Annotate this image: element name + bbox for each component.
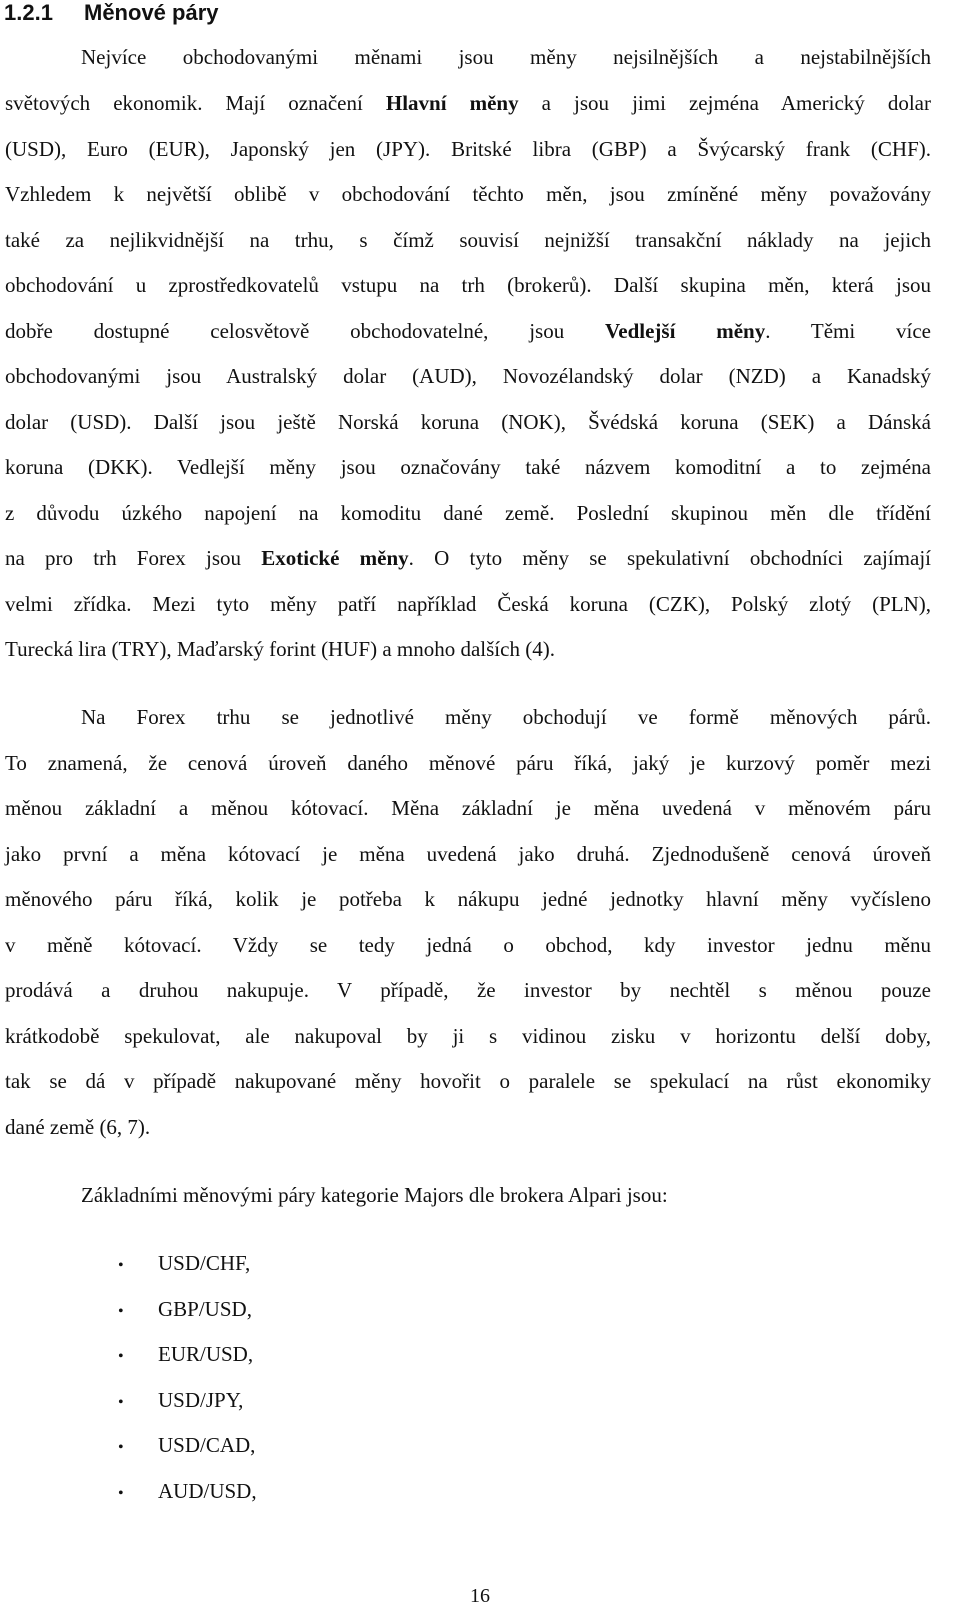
paragraph-line: velmi zřídka. Mezi tyto měny patří například Česká koruna (CZK), Polský zlotý (PLN), (5, 592, 931, 616)
section-heading (4, 0, 219, 26)
term-minor-currencies: Vedlejší měny (605, 319, 766, 343)
paragraph-line: Na Forex trhu se jednotlivé měny obchodují ve formě měnových párů. (81, 705, 931, 729)
paragraph-line: dobře dostupné celosvětově obchodovatelné, jsou Vedlejší měny. Těmi více (5, 319, 931, 343)
paragraph-line: Vzhledem k největší oblibě v obchodování těchto měn, jsou zmíněné měny považovány (5, 182, 931, 206)
paragraph-line: obchodovanými jsou Australský dolar (AUD), Novozélandský dolar (NZD) a Kanadský (5, 364, 931, 388)
list-item: • USD/CHF, (118, 1250, 518, 1279)
paragraph-line: Turecká lira (TRY), Maďarský forint (HUF) a mnoho dalších (4). (5, 637, 555, 661)
paragraph-line: prodává a druhou nakupuje. V případě, že investor by nechtěl s měnou pouze (5, 978, 931, 1002)
paragraph-line: dané země (6, 7). (5, 1115, 151, 1139)
list-item: • USD/CAD, (118, 1432, 518, 1461)
list-item: • USD/JPY, (118, 1387, 518, 1416)
section-number: 1.2.1 (4, 0, 53, 25)
paragraph-line: Základními měnovými páry kategorie Majors dle brokera Alpari jsou: (81, 1183, 668, 1207)
bullet-icon: • (118, 1485, 124, 1502)
bullet-icon: • (118, 1257, 124, 1274)
bullet-icon: • (118, 1348, 124, 1365)
list-item: • EUR/USD, (118, 1341, 518, 1370)
paragraph-line: (USD), Euro (EUR), Japonský jen (JPY). Britské libra (GBP) a Švýcarský frank (CHF). (5, 137, 931, 161)
page-number: 16 (470, 1585, 490, 1607)
paragraph-line: koruna (DKK). Vedlejší měny jsou označovány také názvem komoditní a to zejména (5, 455, 931, 479)
paragraph-line: tak se dá v případě nakupované měny hovořit o paralele se spekulací na růst ekonomiky (5, 1069, 931, 1093)
paragraph-line: na pro trh Forex jsou Exotické měny. O tyto měny se spekulativní obchodníci zajímají (5, 546, 931, 570)
bullet-icon: • (118, 1394, 124, 1411)
list-item: • AUD/USD, (118, 1478, 518, 1507)
bullet-icon: • (118, 1303, 124, 1320)
paragraph-line: také za nejlikvidnější na trhu, s čímž souvisí nejnižší transakční náklady na jejich (5, 228, 931, 252)
bullet-icon: • (118, 1439, 124, 1456)
paragraph-line: krátkodobě spekulovat, ale nakupoval by ji s vidinou zisku v horizontu delší doby, (5, 1024, 931, 1048)
paragraph-line: měnového páru říká, kolik je potřeba k nákupu jedné jednotky hlavní měny vyčísleno (5, 887, 931, 911)
term-major-currencies: Hlavní měny (385, 91, 519, 115)
paragraph-line: To znamená, že cenová úroveň daného měnové páru říká, jaký je kurzový poměr mezi (5, 751, 931, 775)
paragraph-line: v měně kótovací. Vždy se tedy jedná o obchod, kdy investor jednu měnu (5, 933, 931, 957)
section-title: Měnové páry (84, 0, 219, 25)
paragraph-line: Nejvíce obchodovanými měnami jsou měny nejsilnějších a nejstabilnějších (81, 45, 931, 69)
term-exotic-currencies: Exotické měny (261, 546, 409, 570)
paragraph-line: měnou základní a měnou kótovací. Měna základní je měna uvedená v měnovém páru (5, 796, 931, 820)
paragraph-line: dolar (USD). Další jsou ještě Norská koruna (NOK), Švédská koruna (SEK) a Dánská (5, 410, 931, 434)
list-item: • GBP/USD, (118, 1296, 518, 1325)
paragraph-line: světových ekonomik. Mají označení Hlavní měny a jsou jimi zejména Americký dolar (5, 91, 931, 115)
paragraph-line: jako první a měna kótovací je měna uvedená jako druhá. Zjednodušeně cenová úroveň (5, 842, 931, 866)
paragraph-line: z důvodu úzkého napojení na komoditu dané země. Poslední skupinou měn dle třídění (5, 501, 931, 525)
paragraph-line: obchodování u zprostředkovatelů vstupu na trh (brokerů). Další skupina měn, která jsou (5, 273, 931, 297)
